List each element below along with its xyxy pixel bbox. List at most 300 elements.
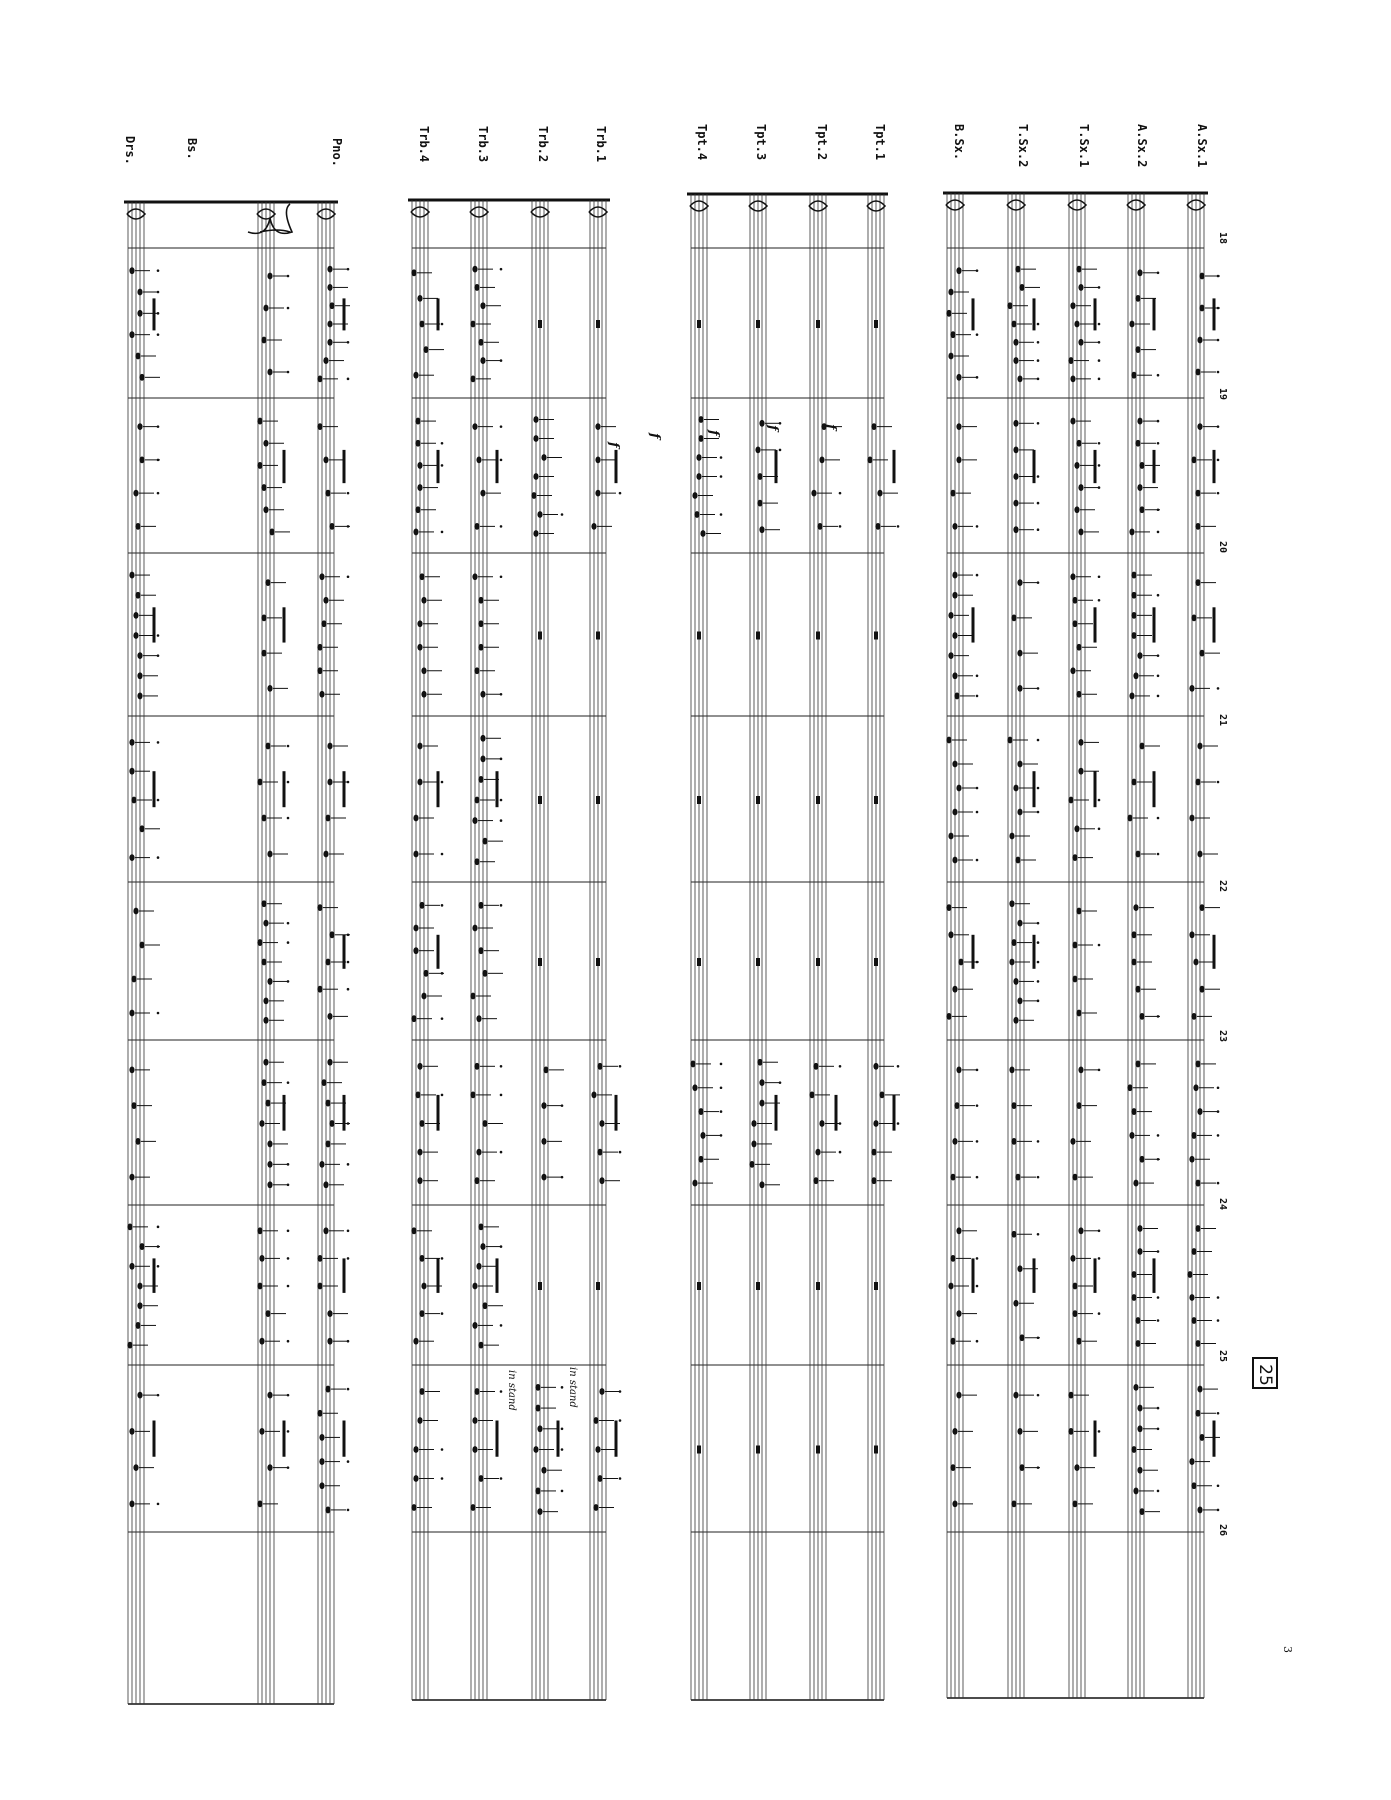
note-head (1195, 579, 1200, 586)
measure-number-24: 24 (1217, 1198, 1228, 1211)
staccato-dot (976, 1104, 979, 1107)
rest (756, 632, 760, 640)
note-head (877, 490, 882, 497)
staccato-dot (1098, 378, 1101, 381)
note-head (261, 650, 266, 657)
staccato-dot (1157, 1490, 1160, 1493)
note-head (137, 310, 142, 317)
note-head (1189, 1294, 1194, 1301)
note-head (543, 1066, 548, 1073)
measure-number-18: 18 (1217, 232, 1228, 245)
staccato-dot (500, 1094, 503, 1097)
staccato-dot (441, 781, 444, 784)
note-head (263, 1059, 268, 1066)
rehearsal-mark (1252, 1357, 1278, 1389)
note-head (956, 1227, 961, 1234)
measure-number-21: 21 (1217, 714, 1228, 727)
note-head (1074, 506, 1079, 513)
note-head (1191, 1317, 1196, 1324)
note-head (411, 1504, 416, 1511)
note-head (325, 959, 330, 966)
note-head (413, 1475, 418, 1482)
staccato-dot (1037, 1394, 1040, 1397)
note-head (950, 490, 955, 497)
note-head (417, 1177, 422, 1184)
staccato-dot (839, 492, 842, 495)
staccato-dot (500, 1477, 503, 1480)
staccato-dot (1217, 1182, 1220, 1185)
note-head (1137, 1467, 1142, 1474)
note-head (1019, 1334, 1024, 1341)
note-head (1076, 440, 1081, 447)
note-head (257, 779, 262, 786)
note-head (1070, 1138, 1075, 1145)
staccato-dot (976, 1069, 979, 1072)
staccato-dot (1037, 811, 1040, 814)
staff-trb1 (589, 200, 621, 1700)
note-head (413, 1338, 418, 1345)
note-head (1197, 1507, 1202, 1514)
note-head (478, 1223, 483, 1230)
note-head (325, 1507, 330, 1514)
note-head (1195, 1340, 1200, 1347)
staccato-dot (976, 674, 979, 677)
staccato-dot (1037, 581, 1040, 584)
note-head (533, 416, 538, 423)
staccato-dot (157, 1226, 160, 1229)
staccato-dot (1098, 464, 1101, 467)
note-head (1013, 357, 1018, 364)
note-head (421, 993, 426, 1000)
note-head (1131, 931, 1136, 938)
staff-drs (127, 202, 160, 1704)
note-head (755, 447, 760, 454)
note-head (946, 1013, 951, 1020)
note-head (946, 310, 951, 317)
note-head (135, 592, 140, 599)
staccato-dot (976, 1257, 979, 1260)
note-head (597, 1063, 602, 1070)
note-head (259, 1428, 264, 1435)
note-head (139, 942, 144, 949)
staff-label-asx1: A.Sx.1 (1195, 124, 1209, 168)
staccato-dot (1217, 492, 1220, 495)
note-head (1007, 737, 1012, 744)
note-head (1199, 650, 1204, 657)
staccato-dot (720, 1110, 723, 1113)
rest (874, 320, 878, 328)
staccato-dot (500, 1151, 503, 1154)
staccato-dot (157, 459, 160, 462)
staccato-dot (1098, 599, 1101, 602)
note-head (137, 693, 142, 700)
staccato-dot (157, 269, 160, 272)
note-head (817, 523, 822, 530)
staccato-dot (1217, 275, 1220, 278)
staccato-dot (1037, 739, 1040, 742)
rest (756, 1282, 760, 1290)
note-head (698, 435, 703, 442)
staccato-dot (976, 1285, 979, 1288)
note-head (137, 423, 142, 430)
note-head (1137, 1248, 1142, 1255)
note-head (1129, 1132, 1134, 1139)
staccato-dot (157, 741, 160, 744)
staccato-dot (500, 575, 503, 578)
staccato-dot (1217, 687, 1220, 690)
note-head (478, 902, 483, 909)
note-head (1131, 1271, 1136, 1278)
note-head (478, 597, 483, 604)
staccato-dot (347, 378, 350, 381)
rest (538, 632, 542, 640)
staccato-dot (839, 1151, 842, 1154)
note-head (263, 506, 268, 513)
note-head (757, 473, 762, 480)
rest (816, 958, 820, 966)
note-head (952, 672, 957, 679)
staccato-dot (1098, 1257, 1101, 1260)
note-head (1070, 302, 1075, 309)
note-head (1011, 939, 1016, 946)
note-head (317, 986, 322, 993)
note-head (948, 353, 953, 360)
note-head (325, 1386, 330, 1393)
note-head (325, 1141, 330, 1148)
note-head (1135, 986, 1140, 993)
staccato-dot (347, 961, 350, 964)
note-head (257, 418, 262, 425)
staff-label-tpt1: Tpt.1 (873, 124, 887, 161)
staccato-dot (157, 333, 160, 336)
note-head (1074, 825, 1079, 832)
note-head (472, 266, 477, 273)
staccato-dot (347, 1340, 350, 1343)
staccato-dot (287, 1230, 290, 1233)
note-head (1197, 851, 1202, 858)
note-head (129, 768, 134, 775)
note-head (1009, 900, 1014, 907)
note-head (1191, 1132, 1196, 1139)
note-head (875, 523, 880, 530)
note-head (267, 978, 272, 985)
note-head (1013, 500, 1018, 507)
staccato-dot (1037, 941, 1040, 944)
note-head (267, 1161, 272, 1168)
note-head (809, 1092, 814, 1099)
note-head (1195, 1061, 1200, 1068)
staccato-dot (1157, 594, 1160, 597)
note-head (1013, 785, 1018, 792)
measure-number-25: 25 (1217, 1350, 1228, 1363)
note-head (137, 1392, 142, 1399)
note-head (537, 1508, 542, 1515)
note-head (1137, 484, 1142, 491)
note-head (948, 931, 953, 938)
staccato-dot (1217, 1086, 1220, 1089)
note-head (952, 1500, 957, 1507)
staff-label-asx2: A.Sx.2 (1135, 124, 1149, 168)
note-head (257, 1227, 262, 1234)
note-head (1074, 321, 1079, 328)
note-head (482, 1120, 487, 1127)
note-head (1017, 1265, 1022, 1272)
rest (756, 958, 760, 966)
note-head (749, 1161, 754, 1168)
note-head (474, 523, 479, 530)
note-head (321, 620, 326, 627)
tpt3-dynamic: f (706, 430, 721, 436)
staccato-dot (441, 972, 444, 975)
note-head (1072, 942, 1077, 949)
note-head (692, 492, 697, 499)
staccato-dot (720, 1063, 723, 1066)
note-head (1070, 418, 1075, 425)
note-head (1131, 372, 1136, 379)
note-head (413, 1446, 418, 1453)
staccato-dot (500, 525, 503, 528)
note-head (1072, 597, 1077, 604)
staccato-dot (287, 781, 290, 784)
staccato-dot (441, 853, 444, 856)
note-head (751, 1141, 756, 1148)
note-head (593, 1417, 598, 1424)
rest (756, 320, 760, 328)
rest (816, 1446, 820, 1454)
note-head (419, 902, 424, 909)
staccato-dot (1157, 374, 1160, 377)
note-head (819, 1120, 824, 1127)
note-head (813, 1177, 818, 1184)
staccato-dot (441, 1448, 444, 1451)
staccato-dot (1098, 799, 1101, 802)
staccato-dot (500, 693, 503, 696)
staccato-dot (287, 1257, 290, 1260)
staccato-dot (897, 525, 900, 528)
note-head (267, 1141, 272, 1148)
note-head (1019, 1464, 1024, 1471)
note-head (411, 269, 416, 276)
staccato-dot (157, 1012, 160, 1015)
note-head (259, 1120, 264, 1127)
note-head (474, 1177, 479, 1184)
staccato-dot (1157, 1296, 1160, 1299)
staccato-dot (157, 1503, 160, 1506)
note-head (1078, 529, 1083, 536)
note-head (267, 369, 272, 376)
note-head (591, 523, 596, 530)
note-head (948, 1283, 953, 1290)
staccato-dot (347, 268, 350, 271)
staccato-dot (500, 359, 503, 362)
note-head (417, 462, 422, 469)
note-head (692, 1084, 697, 1091)
note-head (948, 289, 953, 296)
note-head (1078, 1227, 1083, 1234)
note-head (948, 652, 953, 659)
note-head (261, 900, 266, 907)
note-head (263, 920, 268, 927)
measure-number-23: 23 (1217, 1030, 1228, 1043)
staccato-dot (1157, 1407, 1160, 1410)
staccato-dot (347, 525, 350, 528)
staccato-dot (1037, 787, 1040, 790)
note-head (1131, 1294, 1136, 1301)
rest (697, 958, 701, 966)
note-head (1017, 375, 1022, 382)
note-head (1013, 339, 1018, 346)
note-head (317, 423, 322, 430)
note-head (417, 1417, 422, 1424)
note-head (952, 857, 957, 864)
note-head (417, 779, 422, 786)
note-head (1017, 761, 1022, 768)
note-head (413, 925, 418, 932)
note-head (1197, 1386, 1202, 1393)
staff-pno (317, 202, 350, 1704)
note-head (421, 691, 426, 698)
note-head (956, 1310, 961, 1317)
trb1-mute-text: in stand (567, 1367, 578, 1408)
staccato-dot (287, 1183, 290, 1186)
note-head (323, 456, 328, 463)
note-head (1070, 667, 1075, 674)
staff-tpt2 (809, 194, 842, 1700)
staccato-dot (500, 1324, 503, 1327)
note-head (269, 529, 274, 536)
note-head (129, 331, 134, 338)
note-head (317, 667, 322, 674)
note-head (419, 321, 424, 328)
note-head (1137, 1425, 1142, 1432)
note-head (1074, 462, 1079, 469)
note-head (1078, 739, 1083, 746)
note-head (873, 1063, 878, 1070)
note-head (1131, 572, 1136, 579)
note-head (1011, 1231, 1016, 1238)
note-head (317, 644, 322, 651)
trb2-mute-text: in stand (506, 1370, 517, 1411)
measure-number-19: 19 (1217, 388, 1228, 401)
note-head (474, 667, 479, 674)
staff-label-tsx2: T.Sx.2 (1016, 124, 1030, 168)
staccato-dot (976, 1140, 979, 1143)
note-head (480, 1243, 485, 1250)
note-head (696, 454, 701, 461)
note-head (1017, 685, 1022, 692)
note-head (1139, 506, 1144, 513)
staccato-dot (1037, 1140, 1040, 1143)
note-head (317, 375, 322, 382)
staff-bs (257, 202, 290, 1704)
note-head (327, 339, 332, 346)
note-head (1070, 573, 1075, 580)
note-head (419, 1255, 424, 1262)
note-head (759, 420, 764, 427)
note-head (413, 851, 418, 858)
note-head (1133, 672, 1138, 679)
note-head (1076, 1010, 1081, 1017)
note-head (541, 1138, 546, 1145)
rest (816, 632, 820, 640)
note-head (1011, 321, 1016, 328)
note-head (129, 267, 134, 274)
staccato-dot (976, 811, 979, 814)
rest (596, 958, 600, 966)
staccato-dot (720, 1086, 723, 1089)
staccato-dot (347, 1122, 350, 1125)
staccato-dot (287, 1430, 290, 1433)
note-head (1199, 986, 1204, 993)
staccato-dot (287, 1340, 290, 1343)
staccato-dot (720, 1134, 723, 1137)
note-head (1197, 1108, 1202, 1115)
staff-trb4 (411, 200, 444, 1700)
note-head (1189, 931, 1194, 938)
note-head (1199, 1434, 1204, 1441)
note-head (952, 809, 957, 816)
note-head (1072, 1174, 1077, 1181)
note-head (137, 672, 142, 679)
staccato-dot (779, 1081, 782, 1084)
staccato-dot (500, 268, 503, 271)
staccato-dot (441, 442, 444, 445)
note-head (954, 693, 959, 700)
note-head (417, 644, 422, 651)
note-head (423, 346, 428, 353)
note-head (133, 1464, 138, 1471)
note-head (1015, 1174, 1020, 1181)
note-head (317, 1283, 322, 1290)
note-head (137, 289, 142, 296)
note-head (1129, 529, 1134, 536)
note-head (413, 529, 418, 536)
note-head (946, 904, 951, 911)
staff-label-trb2: Trb.2 (536, 126, 550, 163)
note-head (956, 267, 961, 274)
note-head (261, 484, 266, 491)
staccato-dot (347, 1230, 350, 1233)
note-head (1007, 302, 1012, 309)
staccato-dot (1037, 1000, 1040, 1003)
staccato-dot (500, 904, 503, 907)
note-head (1195, 1180, 1200, 1187)
staccato-dot (1157, 1158, 1160, 1161)
note-head (129, 1500, 134, 1507)
staff-label-bsx: B.Sx. (952, 124, 966, 161)
staccato-dot (1098, 828, 1101, 831)
staccato-dot (1037, 422, 1040, 425)
rest (874, 1282, 878, 1290)
staccato-dot (561, 1448, 564, 1451)
note-head (323, 1181, 328, 1188)
note-head (133, 908, 138, 915)
staccato-dot (500, 459, 503, 462)
note-head (956, 456, 961, 463)
note-head (1013, 420, 1018, 427)
staccato-dot (839, 1122, 842, 1125)
staccato-dot (976, 1340, 979, 1343)
note-head (1129, 693, 1134, 700)
staccato-dot (287, 941, 290, 944)
staff-bsx (946, 193, 979, 1698)
note-head (474, 858, 479, 865)
note-head (1199, 273, 1204, 280)
note-head (129, 572, 134, 579)
note-head (871, 423, 876, 430)
note-head (811, 490, 816, 497)
note-head (1017, 1428, 1022, 1435)
